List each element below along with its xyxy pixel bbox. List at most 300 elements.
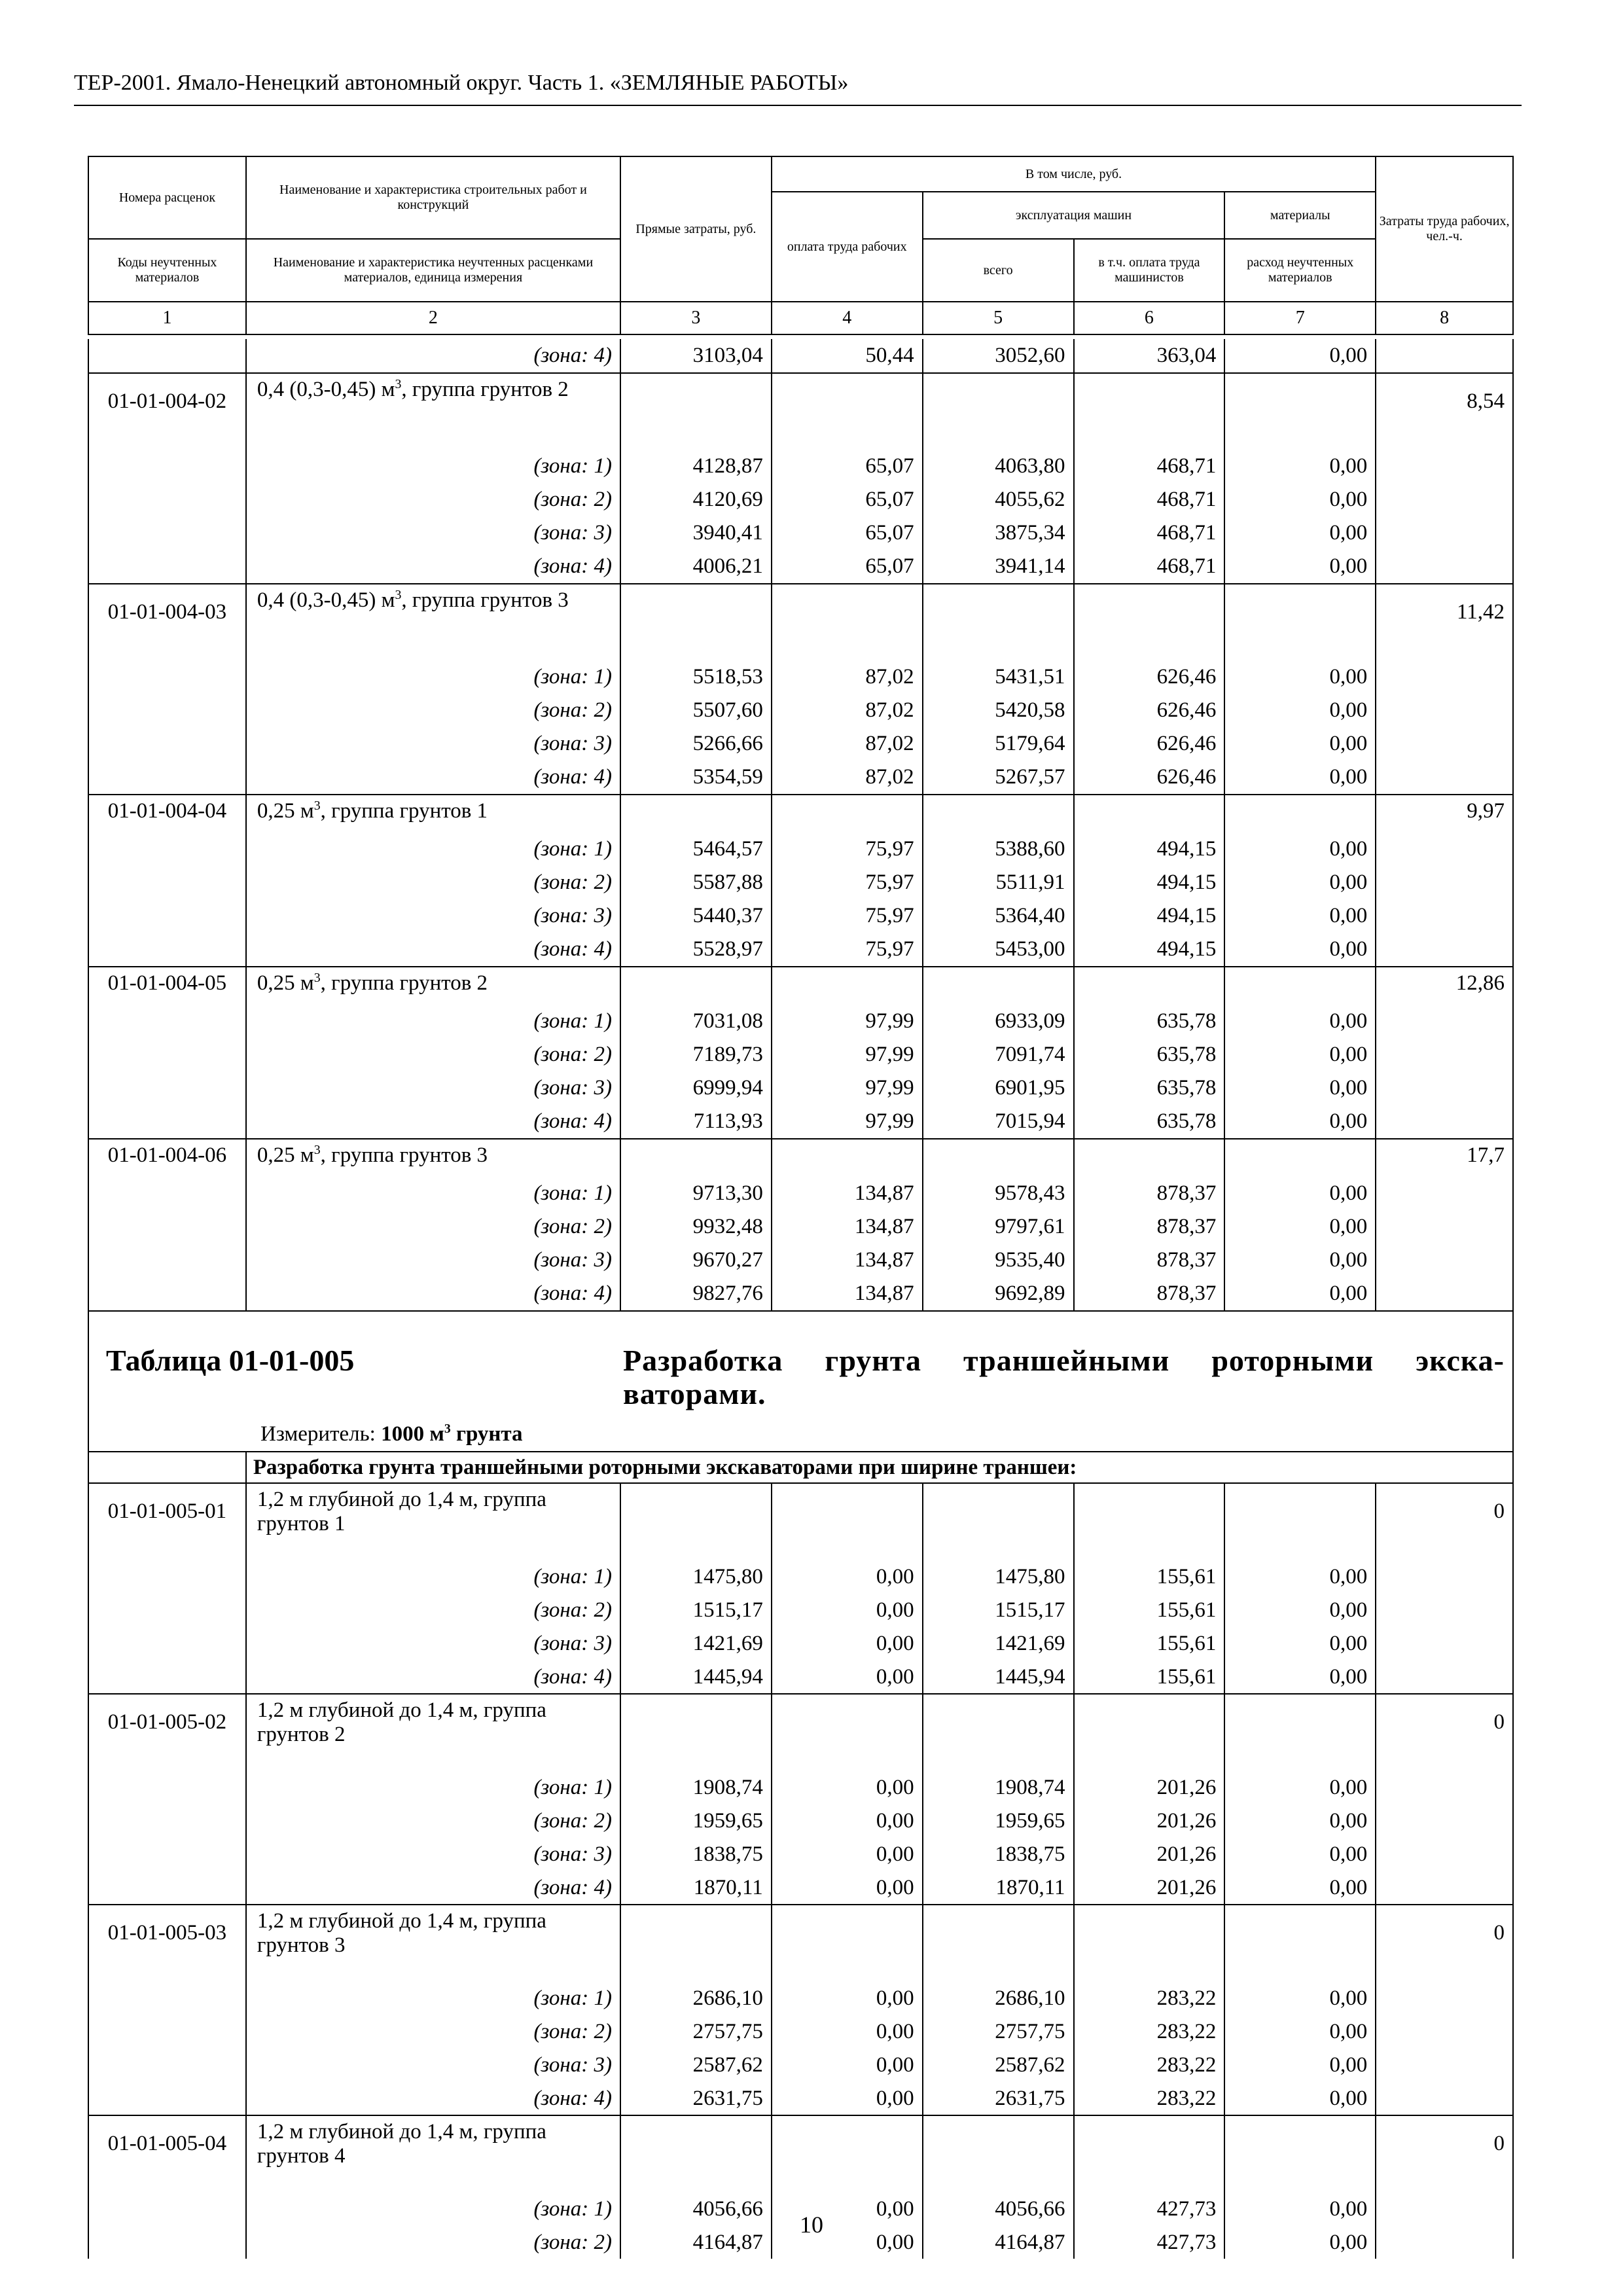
empty-cell xyxy=(772,2115,923,2192)
labor-pay-cell: 0,00 xyxy=(772,1593,923,1626)
zone-label: (зона: 1) xyxy=(246,1770,620,1804)
labor-pay-cell: 0,00 xyxy=(772,1560,923,1593)
materials-cell: 0,00 xyxy=(1224,1005,1376,1038)
header-col1-bottom: Коды неучтенных материалов xyxy=(88,239,246,302)
machine-ops-cell: 1870,11 xyxy=(923,1871,1074,1905)
materials-cell: 0,00 xyxy=(1224,1560,1376,1593)
rate-code-cell xyxy=(88,1105,246,1139)
direct-costs-cell: 1515,17 xyxy=(620,1593,772,1626)
materials-cell: 0,00 xyxy=(1224,660,1376,694)
empty-cell xyxy=(923,1139,1074,1177)
rate-name: 1,2 м глубиной до 1,4 м, группа грунтов 3 xyxy=(246,1905,620,1981)
labor-pay-cell: 97,99 xyxy=(772,1038,923,1071)
materials-cell: 0,00 xyxy=(1224,2081,1376,2115)
machine-ops-cell: 9692,89 xyxy=(923,1277,1074,1311)
table-row xyxy=(88,2048,1513,2081)
labor-pay-cell: 65,07 xyxy=(772,483,923,516)
labor-pay-cell: 134,87 xyxy=(772,1177,923,1210)
empty-cell xyxy=(1224,795,1376,833)
labor-hours-cell xyxy=(1376,483,1513,516)
table-row xyxy=(88,1105,1513,1139)
operators-pay-cell: 201,26 xyxy=(1074,1804,1225,1837)
labor-pay-cell: 75,97 xyxy=(772,899,923,933)
rate-code-cell xyxy=(88,1071,246,1105)
direct-costs-cell: 2757,75 xyxy=(620,2015,772,2048)
empty-cell xyxy=(620,584,772,660)
machine-ops-cell: 5267,57 xyxy=(923,761,1074,795)
empty-cell xyxy=(1224,373,1376,450)
machine-ops-cell: 4063,80 xyxy=(923,450,1074,483)
table-row xyxy=(88,1871,1513,1905)
labor-pay-cell: 134,87 xyxy=(772,1277,923,1311)
table-section-header xyxy=(88,1311,1513,1452)
operators-pay-cell: 626,46 xyxy=(1074,761,1225,795)
rate-code-cell xyxy=(88,1177,246,1210)
labor-pay-cell: 65,07 xyxy=(772,550,923,584)
table-row xyxy=(88,1038,1513,1071)
direct-costs-cell: 2686,10 xyxy=(620,1981,772,2015)
empty-cell xyxy=(923,1905,1074,1981)
header-operators-pay: в т.ч. оплата труда машинистов xyxy=(1074,239,1225,302)
direct-costs-cell: 5354,59 xyxy=(620,761,772,795)
machine-ops-cell: 6933,09 xyxy=(923,1005,1074,1038)
operators-pay-cell: 155,61 xyxy=(1074,1560,1225,1593)
labor-hours-cell xyxy=(1376,516,1513,550)
direct-costs-cell: 1870,11 xyxy=(620,1871,772,1905)
header-num-3: 3 xyxy=(620,302,772,334)
zone-label: (зона: 3) xyxy=(246,1626,620,1660)
empty-cell xyxy=(1224,1905,1376,1981)
empty-cell xyxy=(1074,1139,1225,1177)
empty-cell xyxy=(1074,1694,1225,1770)
labor-pay-cell: 0,00 xyxy=(772,2225,923,2259)
empty-cell xyxy=(620,1694,772,1770)
empty-cell xyxy=(772,795,923,833)
zone-label: (зона: 3) xyxy=(246,899,620,933)
labor-pay-cell: 75,97 xyxy=(772,833,923,866)
rate-name: 1,2 м глубиной до 1,4 м, группа грунтов 2 xyxy=(246,1694,620,1770)
table-row xyxy=(88,2015,1513,2048)
machine-ops-cell: 5364,40 xyxy=(923,899,1074,933)
machine-ops-cell: 1515,17 xyxy=(923,1593,1074,1626)
direct-costs-cell: 2631,75 xyxy=(620,2081,772,2115)
direct-costs-cell: 5518,53 xyxy=(620,660,772,694)
operators-pay-cell: 201,26 xyxy=(1074,1837,1225,1871)
labor-hours-cell xyxy=(1376,2015,1513,2048)
zone-label: (зона: 1) xyxy=(246,833,620,866)
header-machine-ops: эксплуатация машин xyxy=(923,192,1225,239)
labor-pay-cell: 0,00 xyxy=(772,2048,923,2081)
operators-pay-cell: 427,73 xyxy=(1074,2225,1225,2259)
rate-row xyxy=(88,1139,1513,1177)
rate-code-cell xyxy=(88,899,246,933)
machine-ops-cell: 5179,64 xyxy=(923,727,1074,761)
materials-cell: 0,00 xyxy=(1224,1038,1376,1071)
labor-hours-cell xyxy=(1376,1871,1513,1905)
rate-name: 0,25 $м^3$, группа грунтов 1 xyxy=(246,795,620,833)
zone-label: (зона: 1) xyxy=(246,1981,620,2015)
machine-ops-cell: 5453,00 xyxy=(923,933,1074,967)
empty-cell xyxy=(772,1694,923,1770)
machine-ops-cell: 5388,60 xyxy=(923,833,1074,866)
labor-pay-cell: 97,99 xyxy=(772,1105,923,1139)
rate-code: 01-01-004-03 xyxy=(88,584,246,660)
table-row xyxy=(88,1244,1513,1277)
zone-label: (зона: 3) xyxy=(246,2048,620,2081)
zone-label: (зона: 2) xyxy=(246,866,620,899)
rate-code-cell xyxy=(88,483,246,516)
labor-pay-cell: 87,02 xyxy=(772,761,923,795)
rate-code: 01-01-005-02 xyxy=(88,1694,246,1770)
zone-label: (зона: 2) xyxy=(246,1210,620,1244)
rate-code-cell xyxy=(88,1804,246,1837)
rate-code: 01-01-004-02 xyxy=(88,373,246,450)
materials-cell: 0,00 xyxy=(1224,550,1376,584)
labor-hours-cell xyxy=(1376,866,1513,899)
zone-label: (зона: 2) xyxy=(246,1593,620,1626)
labor-pay-cell: 75,97 xyxy=(772,866,923,899)
empty-cell xyxy=(923,2115,1074,2192)
labor-hours-cell xyxy=(1376,450,1513,483)
empty-cell xyxy=(1224,2115,1376,2192)
empty-cell xyxy=(1074,2115,1225,2192)
machine-ops-cell: 1959,65 xyxy=(923,1804,1074,1837)
rate-code-cell xyxy=(88,339,246,373)
labor-pay-cell: 87,02 xyxy=(772,694,923,727)
materials-cell: 0,00 xyxy=(1224,339,1376,373)
labor-pay-cell: 87,02 xyxy=(772,660,923,694)
zone-label: (зона: 1) xyxy=(246,1560,620,1593)
labor-hours-cell xyxy=(1376,339,1513,373)
direct-costs-cell: 4056,66 xyxy=(620,2192,772,2225)
direct-costs-cell: 7031,08 xyxy=(620,1005,772,1038)
labor-hours-cell xyxy=(1376,1105,1513,1139)
rate-code-cell xyxy=(88,450,246,483)
materials-cell: 0,00 xyxy=(1224,933,1376,967)
zone-label: (зона: 2) xyxy=(246,1038,620,1071)
zone-label: (зона: 1) xyxy=(246,2192,620,2225)
empty-cell xyxy=(772,584,923,660)
labor-hours: 11,42 xyxy=(1376,584,1513,660)
machine-ops-cell: 1421,69 xyxy=(923,1626,1074,1660)
labor-pay-cell: 0,00 xyxy=(772,1837,923,1871)
rate-name: 1,2 м глубиной до 1,4 м, группа грунтов 4 xyxy=(246,2115,620,2192)
header-col2-bottom: Наименование и характеристика неучтенных расценками материалов, единица измерения xyxy=(246,239,620,302)
materials-cell: 0,00 xyxy=(1224,2192,1376,2225)
materials-cell: 0,00 xyxy=(1224,1244,1376,1277)
labor-hours-cell xyxy=(1376,899,1513,933)
labor-pay-cell: 0,00 xyxy=(772,1804,923,1837)
zone-label: (зона: 2) xyxy=(246,1804,620,1837)
rate-code-cell xyxy=(88,1837,246,1871)
rate-row xyxy=(88,967,1513,1005)
operators-pay-cell: 201,26 xyxy=(1074,1770,1225,1804)
rate-code-cell xyxy=(88,1277,246,1311)
rate-row xyxy=(88,795,1513,833)
operators-pay-cell: 155,61 xyxy=(1074,1660,1225,1694)
labor-pay-cell: 0,00 xyxy=(772,2192,923,2225)
table-row xyxy=(88,1593,1513,1626)
machine-ops-cell: 4055,62 xyxy=(923,483,1074,516)
empty-cell xyxy=(1074,1905,1225,1981)
labor-hours: 0 xyxy=(1376,2115,1513,2192)
machine-ops-cell: 3052,60 xyxy=(923,339,1074,373)
rate-code-cell xyxy=(88,1560,246,1593)
rate-name: 0,25 $м^3$, группа грунтов 3 xyxy=(246,1139,620,1177)
header-including: В том числе, руб. xyxy=(772,156,1376,192)
table-row xyxy=(88,2081,1513,2115)
rate-row xyxy=(88,584,1513,660)
materials-cell: 0,00 xyxy=(1224,1770,1376,1804)
rate-name: 0,4 (0,3-0,45) $м^3$, группа грунтов 3 xyxy=(246,584,620,660)
rate-code-cell xyxy=(88,866,246,899)
empty-cell xyxy=(1224,584,1376,660)
rate-code-cell xyxy=(88,694,246,727)
direct-costs-cell: 1421,69 xyxy=(620,1626,772,1660)
materials-cell: 0,00 xyxy=(1224,1804,1376,1837)
labor-pay-cell: 0,00 xyxy=(772,1871,923,1905)
materials-cell: 0,00 xyxy=(1224,1981,1376,2015)
machine-ops-cell: 5431,51 xyxy=(923,660,1074,694)
operators-pay-cell: 427,73 xyxy=(1074,2192,1225,2225)
machine-ops-cell: 3941,14 xyxy=(923,550,1074,584)
table-row xyxy=(88,339,1513,373)
empty-cell xyxy=(772,1139,923,1177)
empty-cell xyxy=(620,2115,772,2192)
labor-hours-cell xyxy=(1376,1837,1513,1871)
materials-cell: 0,00 xyxy=(1224,866,1376,899)
materials-cell: 0,00 xyxy=(1224,2225,1376,2259)
machine-ops-cell: 2631,75 xyxy=(923,2081,1074,2115)
direct-costs-cell: 1838,75 xyxy=(620,1837,772,1871)
direct-costs-cell: 7189,73 xyxy=(620,1038,772,1071)
direct-costs-cell: 5464,57 xyxy=(620,833,772,866)
table-row xyxy=(88,450,1513,483)
materials-cell: 0,00 xyxy=(1224,1210,1376,1244)
direct-costs-cell: 4164,87 xyxy=(620,2225,772,2259)
header-labor-costs: Затраты труда рабочих, чел.-ч. xyxy=(1376,156,1513,302)
zone-label: (зона: 2) xyxy=(246,2225,620,2259)
machine-ops-cell: 1475,80 xyxy=(923,1560,1074,1593)
materials-cell: 0,00 xyxy=(1224,1837,1376,1871)
zone-label: (зона: 4) xyxy=(246,1277,620,1311)
empty-cell xyxy=(1224,1139,1376,1177)
running-header: ТЕР-2001. Ямало-Ненецкий автономный округ. Часть 1. «ЗЕМЛЯНЫЕ РАБОТЫ» xyxy=(74,71,849,95)
machine-ops-cell: 1838,75 xyxy=(923,1837,1074,1871)
labor-hours: 17,7 xyxy=(1376,1139,1513,1177)
zone-label: (зона: 3) xyxy=(246,1244,620,1277)
labor-hours-cell xyxy=(1376,833,1513,866)
rate-code-cell xyxy=(88,1038,246,1071)
materials-cell: 0,00 xyxy=(1224,1105,1376,1139)
rate-code-cell xyxy=(88,2048,246,2081)
header-rule xyxy=(74,105,1522,106)
materials-cell: 0,00 xyxy=(1224,899,1376,933)
rate-code: 01-01-004-05 xyxy=(88,967,246,1005)
table-row xyxy=(88,1560,1513,1593)
table-row xyxy=(88,694,1513,727)
table-row xyxy=(88,1005,1513,1038)
labor-pay-cell: 65,07 xyxy=(772,450,923,483)
rate-code: 01-01-005-01 xyxy=(88,1483,246,1560)
rate-code-cell xyxy=(88,761,246,795)
zone-label: (зона: 4) xyxy=(246,2081,620,2115)
table-description: Разработка грунта траншейными роторными экска-ваторами. xyxy=(623,1344,1505,1410)
rate-name: 0,25 $м^3$, группа грунтов 2 xyxy=(246,967,620,1005)
labor-pay-cell: 134,87 xyxy=(772,1210,923,1244)
direct-costs-cell: 5528,97 xyxy=(620,933,772,967)
table-row xyxy=(88,761,1513,795)
direct-costs-cell: 2587,62 xyxy=(620,2048,772,2081)
operators-pay-cell: 283,22 xyxy=(1074,2048,1225,2081)
rate-code-cell xyxy=(88,1005,246,1038)
table-row xyxy=(88,1981,1513,2015)
header-num-2: 2 xyxy=(246,302,620,334)
meter-line xyxy=(97,1410,1505,1451)
machine-ops-cell: 9797,61 xyxy=(923,1210,1074,1244)
empty-cell xyxy=(772,1905,923,1981)
empty-cell xyxy=(620,1139,772,1177)
header-num-7: 7 xyxy=(1224,302,1376,334)
operators-pay-cell: 283,22 xyxy=(1074,2015,1225,2048)
direct-costs-cell: 5266,66 xyxy=(620,727,772,761)
operators-pay-cell: 468,71 xyxy=(1074,450,1225,483)
materials-cell: 0,00 xyxy=(1224,450,1376,483)
machine-ops-cell: 7091,74 xyxy=(923,1038,1074,1071)
zone-label: (зона: 2) xyxy=(246,483,620,516)
labor-pay-cell: 97,99 xyxy=(772,1005,923,1038)
rate-code-cell xyxy=(88,1770,246,1804)
empty-cell xyxy=(772,373,923,450)
empty-cell xyxy=(620,373,772,450)
empty-cell xyxy=(620,967,772,1005)
operators-pay-cell: 626,46 xyxy=(1074,694,1225,727)
machine-ops-cell: 4164,87 xyxy=(923,2225,1074,2259)
empty-cell xyxy=(772,1483,923,1560)
labor-hours-cell xyxy=(1376,1210,1513,1244)
zone-label: (зона: 2) xyxy=(246,694,620,727)
labor-hours-cell xyxy=(1376,1626,1513,1660)
empty-cell xyxy=(620,1905,772,1981)
empty-cell xyxy=(1074,1483,1225,1560)
table-row xyxy=(88,1177,1513,1210)
header-num-6: 6 xyxy=(1074,302,1225,334)
empty-cell xyxy=(1224,1483,1376,1560)
zone-label: (зона: 3) xyxy=(246,1071,620,1105)
rate-code-cell xyxy=(88,1626,246,1660)
header-num-8: 8 xyxy=(1376,302,1513,334)
direct-costs-cell: 1475,80 xyxy=(620,1560,772,1593)
operators-pay-cell: 155,61 xyxy=(1074,1626,1225,1660)
labor-pay-cell: 97,99 xyxy=(772,1071,923,1105)
direct-costs-cell: 1908,74 xyxy=(620,1770,772,1804)
table-row xyxy=(88,933,1513,967)
labor-hours-cell xyxy=(1376,2081,1513,2115)
labor-hours-cell xyxy=(1376,1804,1513,1837)
labor-hours-cell xyxy=(1376,1660,1513,1694)
direct-costs-cell: 9670,27 xyxy=(620,1244,772,1277)
direct-costs-cell: 6999,94 xyxy=(620,1071,772,1105)
table-row xyxy=(88,833,1513,866)
empty-cell xyxy=(923,795,1074,833)
header-num-1: 1 xyxy=(88,302,246,334)
rate-code-cell xyxy=(88,660,246,694)
operators-pay-cell: 878,37 xyxy=(1074,1177,1225,1210)
empty-cell xyxy=(772,967,923,1005)
table-row xyxy=(88,550,1513,584)
zone-label: (зона: 4) xyxy=(246,1660,620,1694)
direct-costs-cell: 9827,76 xyxy=(620,1277,772,1311)
table-row xyxy=(88,483,1513,516)
table-row xyxy=(88,1837,1513,1871)
table-row xyxy=(88,1660,1513,1694)
labor-pay-cell: 65,07 xyxy=(772,516,923,550)
operators-pay-cell: 626,46 xyxy=(1074,727,1225,761)
rate-name: 1,2 м глубиной до 1,4 м, группа грунтов 1 xyxy=(246,1483,620,1560)
header-total: всего xyxy=(923,239,1074,302)
table-row xyxy=(88,727,1513,761)
zone-label: (зона: 1) xyxy=(246,660,620,694)
operators-pay-cell: 635,78 xyxy=(1074,1005,1225,1038)
labor-pay-cell: 0,00 xyxy=(772,1626,923,1660)
labor-pay-cell: 0,00 xyxy=(772,1770,923,1804)
header-col2-top: Наименование и характеристика строительных работ и конструкций xyxy=(246,156,620,239)
labor-hours-cell xyxy=(1376,1770,1513,1804)
direct-costs-cell: 9713,30 xyxy=(620,1177,772,1210)
machine-ops-cell: 7015,94 xyxy=(923,1105,1074,1139)
rate-code-cell xyxy=(88,1981,246,2015)
operators-pay-cell: 468,71 xyxy=(1074,483,1225,516)
header-direct-costs: Прямые затраты, руб. xyxy=(620,156,772,302)
labor-hours: 0 xyxy=(1376,1694,1513,1770)
operators-pay-cell: 494,15 xyxy=(1074,833,1225,866)
operators-pay-cell: 468,71 xyxy=(1074,516,1225,550)
operators-pay-cell: 626,46 xyxy=(1074,660,1225,694)
direct-costs-cell: 3940,41 xyxy=(620,516,772,550)
subheading-spacer xyxy=(88,1452,246,1483)
operators-pay-cell: 635,78 xyxy=(1074,1038,1225,1071)
table-row xyxy=(88,660,1513,694)
machine-ops-cell: 6901,95 xyxy=(923,1071,1074,1105)
materials-cell: 0,00 xyxy=(1224,694,1376,727)
labor-hours-cell xyxy=(1376,694,1513,727)
labor-hours: 9,97 xyxy=(1376,795,1513,833)
table-row xyxy=(88,1804,1513,1837)
labor-hours-cell xyxy=(1376,727,1513,761)
empty-cell xyxy=(1074,795,1225,833)
rate-code-cell xyxy=(88,1660,246,1694)
materials-cell: 0,00 xyxy=(1224,516,1376,550)
zone-label: (зона: 1) xyxy=(246,1177,620,1210)
meter-label: Измеритель: xyxy=(260,1422,382,1446)
rate-code-cell xyxy=(88,933,246,967)
labor-hours-cell xyxy=(1376,1981,1513,2015)
operators-pay-cell: 878,37 xyxy=(1074,1277,1225,1311)
materials-cell: 0,00 xyxy=(1224,483,1376,516)
labor-hours-cell xyxy=(1376,1560,1513,1593)
labor-pay-cell: 50,44 xyxy=(772,339,923,373)
labor-pay-cell: 0,00 xyxy=(772,1660,923,1694)
empty-cell xyxy=(923,967,1074,1005)
operators-pay-cell: 494,15 xyxy=(1074,866,1225,899)
labor-pay-cell: 0,00 xyxy=(772,1981,923,2015)
rate-code-cell xyxy=(88,550,246,584)
meter-value: 1000 $м^3$ грунта xyxy=(381,1422,523,1446)
zone-label: (зона: 1) xyxy=(246,450,620,483)
rate-code: 01-01-005-04 xyxy=(88,2115,246,2192)
rate-code: 01-01-004-04 xyxy=(88,795,246,833)
table-row xyxy=(88,1626,1513,1660)
